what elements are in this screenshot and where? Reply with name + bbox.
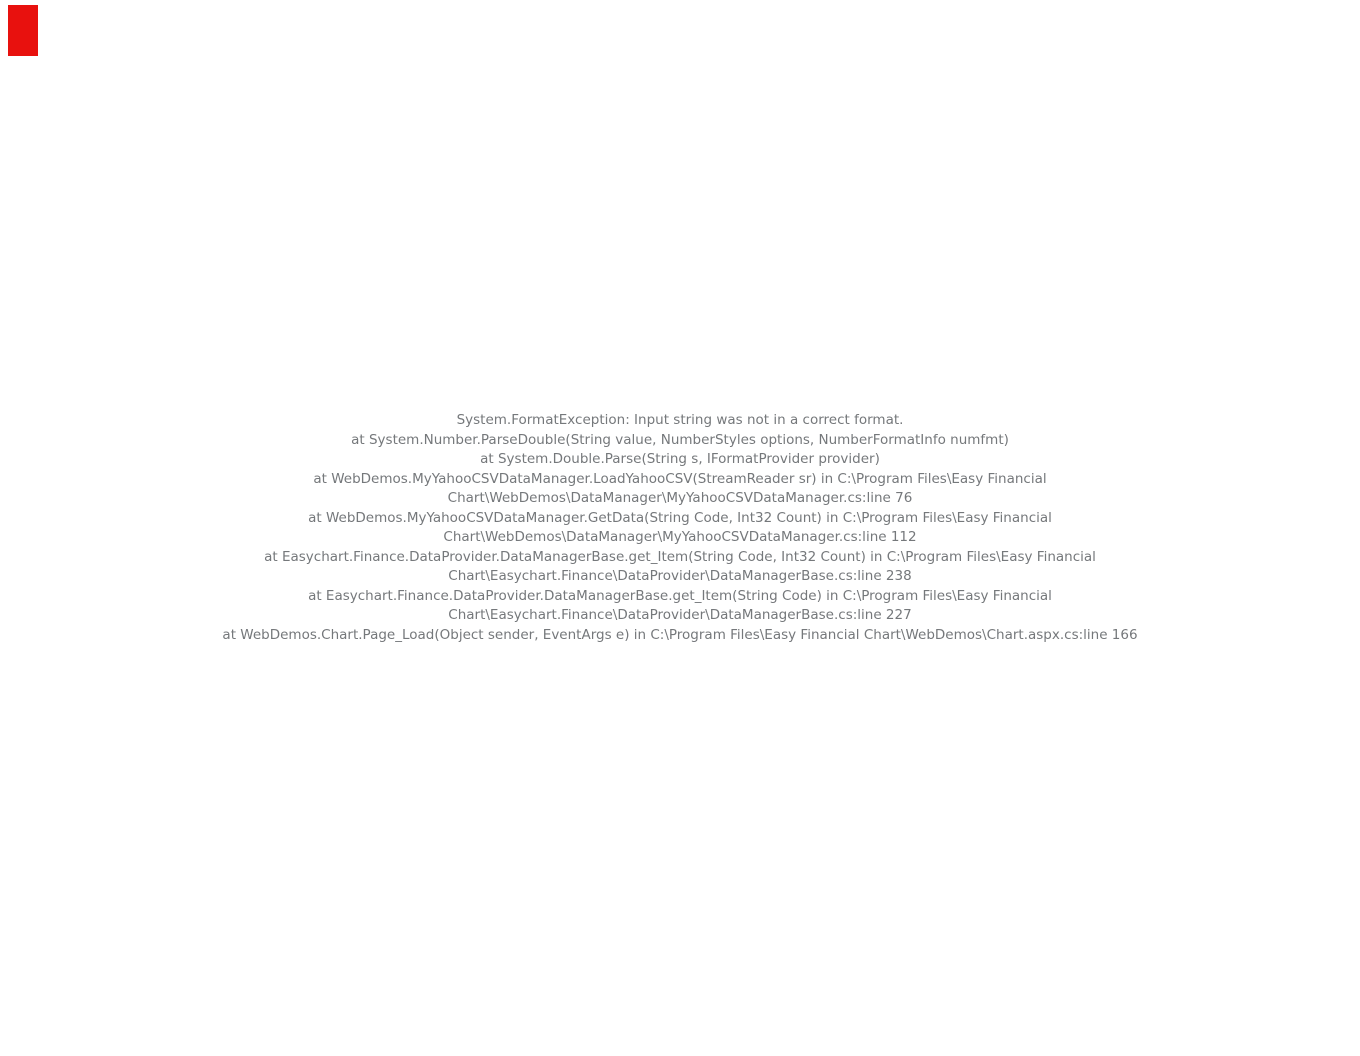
exception-message-line: System.FormatException: Input string was not in a correct format. [456, 412, 904, 428]
stack-frame-line: at WebDemos.MyYahooCSVDataManager.LoadYahooCSV(StreamReader sr) in C:\Program Files\Easy Financial [313, 470, 1047, 487]
exception-stack-trace [0, 411, 1360, 645]
red-marker [8, 5, 38, 56]
stack-frame-line: at WebDemos.MyYahooCSVDataManager.GetData(String Code, Int32 Count) in C:\Program Files\Easy Financial [308, 509, 1052, 526]
stack-frame-line: at System.Double.Parse(String s, IFormatProvider provider) [480, 451, 880, 467]
stack-frame-line: at Easychart.Finance.DataProvider.DataManagerBase.get_Item(String Code) in C:\Program Files\Easy Financial [308, 587, 1052, 604]
stack-frame-line: Chart\WebDemos\DataManager\MyYahooCSVDataManager.cs:line 112 [443, 529, 917, 545]
stack-frame-line: at Easychart.Finance.DataProvider.DataManagerBase.get_Item(String Code, Int32 Count) in C:\Program Files\Easy Financial [264, 548, 1096, 565]
stack-frame-line: Chart\Easychart.Finance\DataProvider\DataManagerBase.cs:line 227 [448, 607, 912, 623]
stack-frame-line: Chart\Easychart.Finance\DataProvider\DataManagerBase.cs:line 238 [448, 568, 912, 584]
stack-frame-line: Chart\WebDemos\DataManager\MyYahooCSVDataManager.cs:line 76 [447, 490, 913, 506]
stack-frame-line: at System.Number.ParseDouble(String value, NumberStyles options, NumberFormatInfo numfmt) [351, 431, 1009, 448]
stack-frame-line: at WebDemos.Chart.Page_Load(Object sender, EventArgs e) in C:\Program Files\Easy Financial Chart\WebDemos\Chart.aspx.cs:line 166 [222, 626, 1138, 643]
